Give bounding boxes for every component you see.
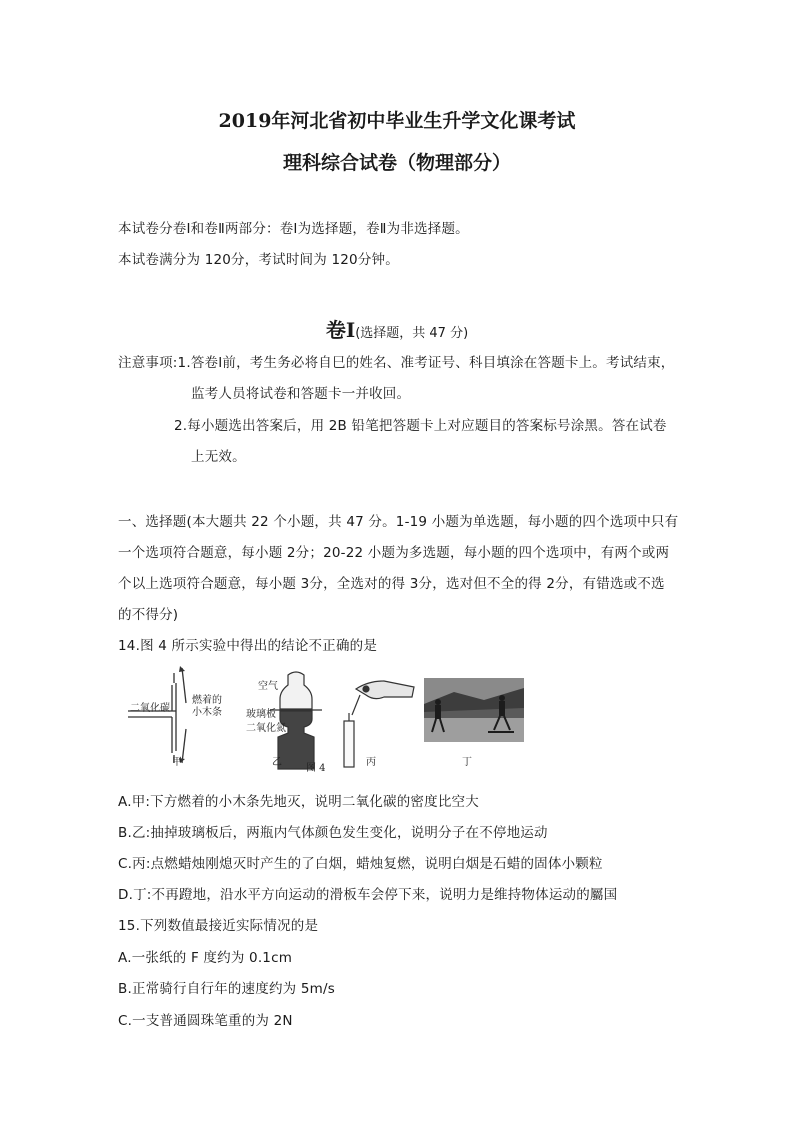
q14-option-c: C.丙:点燃蜡烛刚熄灭时产生的了白烟，蜡烛复燃，说明白烟是石蜡的固体小颗粒 — [118, 856, 603, 872]
q15-option-b: B.正常骑行自行年的速度约为 5m/s — [118, 981, 335, 997]
label-co2: 二氧化碳 — [130, 703, 170, 714]
section-title: 卷Ⅰ — [325, 318, 356, 342]
q14-option-d: D.丁:不再蹬地，沿水平方向运动的滑板车会停下来，说明力是维持物体运动的屬国 — [118, 887, 618, 903]
part1-line-4: 的不得分) — [118, 607, 179, 623]
exam-subtitle: 理科综合试卷（物理部分） — [282, 152, 511, 174]
exam-title: 2019年河北省初中毕业生升学文化课考试 — [218, 110, 576, 132]
label-air: 空气 — [258, 681, 278, 692]
caption-bing: 丙 — [366, 757, 376, 768]
q15-option-a: A.一张纸的 F 度约为 0.1cm — [118, 950, 293, 966]
section-note: (选择题，共 47 分) — [355, 326, 469, 341]
part1-line-2: 一个选项符合题意，每小题 2分；20-22 小题为多选题，每小题的四个选项中，有两个或两 — [118, 545, 670, 561]
caption-jia: 甲 — [172, 757, 182, 768]
question-14-stem: 14.图 4 所示实验中得出的结论不正确的是 — [118, 638, 378, 654]
notes-line-4: 上无效。 — [191, 449, 246, 465]
notes-line-1: 注意事项:1.答卷Ⅰ前，考生务必将自巳的姓名、准考证号、科目填涂在答题卡上。考试结束， — [118, 355, 675, 371]
label-glass-plate: 玻璃板 — [246, 709, 276, 720]
label-burning-stick: 燃着的 — [192, 695, 222, 706]
notes-line-2: 监考人员将试卷和答题卡一并收回。 — [191, 386, 411, 402]
figure-jia-apparatus — [128, 668, 186, 763]
figure-bing-candle — [344, 681, 414, 767]
intro-line-2: 本试卷满分为 120分，考试时间为 120分钟。 — [118, 252, 399, 268]
q14-option-b: B.乙:抽掉玻璃板后，两瓶内气体颜色发生变化，说明分子在不停地运动 — [118, 825, 548, 841]
intro-line-1: 本试卷分卷Ⅰ和卷Ⅱ两部分：卷Ⅰ为选择题，卷Ⅱ为非选择题。 — [118, 221, 469, 237]
label-no2: 二氧化氮 — [246, 723, 286, 734]
figure-ding-photo — [424, 678, 524, 742]
part1-line-3: 个以上选项符合题意，每小题 3分，全选对的得 3分，选对但不全的得 2分，有错选或不选 — [118, 576, 665, 592]
caption-figure-4: 图 4 — [306, 763, 326, 774]
q15-option-c: C.一支普通圆珠笔重的为 2N — [118, 1013, 293, 1029]
notes-line-3: 2.每小题选出答案后，用 2B 铅笔把答题卡上对应题目的答案标号涂黑。答在试卷 — [174, 418, 667, 434]
q14-option-a: A.甲:下方燃着的小木条先地灭，说明二氧化碳的密度比空大 — [118, 794, 479, 810]
caption-ding: 丁 — [462, 757, 472, 768]
question-15-stem: 15.下列数值最接近实际情况的是 — [118, 918, 319, 934]
part1-line-1: 一、选择题(本大题共 22 个小题，共 47 分。1-19 小题为单选题，每小题的四个选项中只有 — [118, 514, 679, 530]
section-heading — [0, 314, 794, 343]
label-burning-stick-2: 小木条 — [192, 707, 222, 718]
caption-yi: 乙 — [272, 757, 282, 768]
